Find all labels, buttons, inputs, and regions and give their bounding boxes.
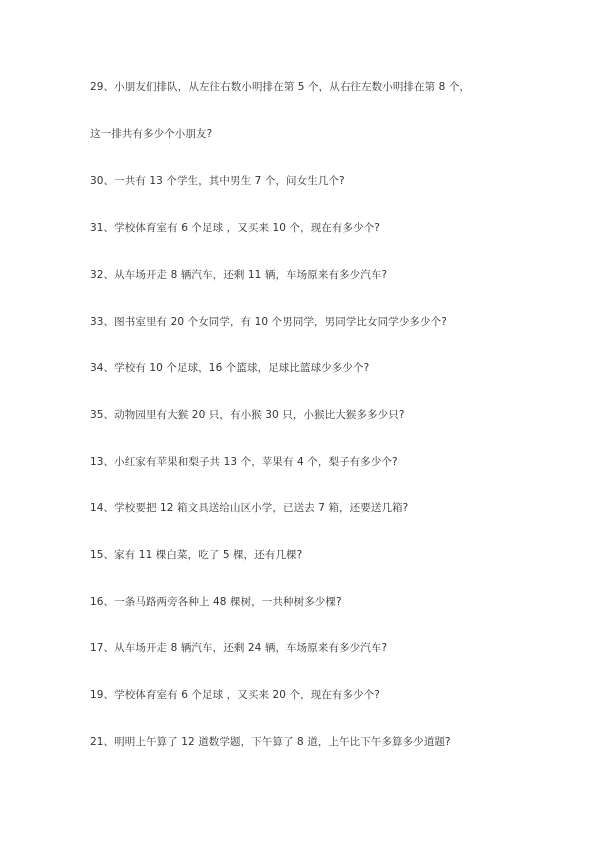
problem-34: 34、学校有 10 个足球，16 个篮球，足球比篮球少多少个? (90, 362, 370, 374)
problem-35: 35、动物园里有大猴 20 只，有小猴 30 只，小猴比大猴多多少只? (90, 409, 405, 421)
problem-17: 17、从车场开走 8 辆汽车，还剩 24 辆，车场原来有多少汽车? (90, 642, 388, 654)
problem-21: 21、明明上午算了 12 道数学题，下午算了 8 道，上午比下午多算多少道题? (90, 736, 451, 748)
problem-15: 15、家有 11 棵白菜，吃了 5 棵，还有几棵? (90, 549, 303, 561)
problem-29-line-1: 29、小朋友们排队，从左往右数小明排在第 5 个，从右往左数小明排在第 8 个， (90, 81, 471, 93)
problem-32: 32、从车场开走 8 辆汽车，还剩 11 辆，车场原来有多少汽车? (90, 269, 388, 281)
problem-31: 31、学校体育室有 6 个足球 ，又买来 10 个，现在有多少个? (90, 222, 380, 234)
problem-30: 30、一共有 13 个学生，其中男生 7 个，问女生几个? (90, 175, 345, 187)
problem-33: 33、图书室里有 20 个女同学，有 10 个男同学，男同学比女同学少多少个? (90, 316, 447, 328)
problem-19: 19、学校体育室有 6 个足球 ，又买来 20 个，现在有多少个? (90, 689, 380, 701)
problem-29-line-2: 这一排共有多少个小朋友? (90, 128, 213, 140)
problem-13: 13、小红家有苹果和梨子共 13 个，苹果有 4 个，梨子有多少个? (90, 456, 398, 468)
problem-14: 14、学校要把 12 箱文具送给山区小学，已送去 7 箱，还要送几箱? (90, 502, 409, 514)
problem-16: 16、一条马路两旁各种上 48 棵树，一共种树多少棵? (90, 596, 342, 608)
